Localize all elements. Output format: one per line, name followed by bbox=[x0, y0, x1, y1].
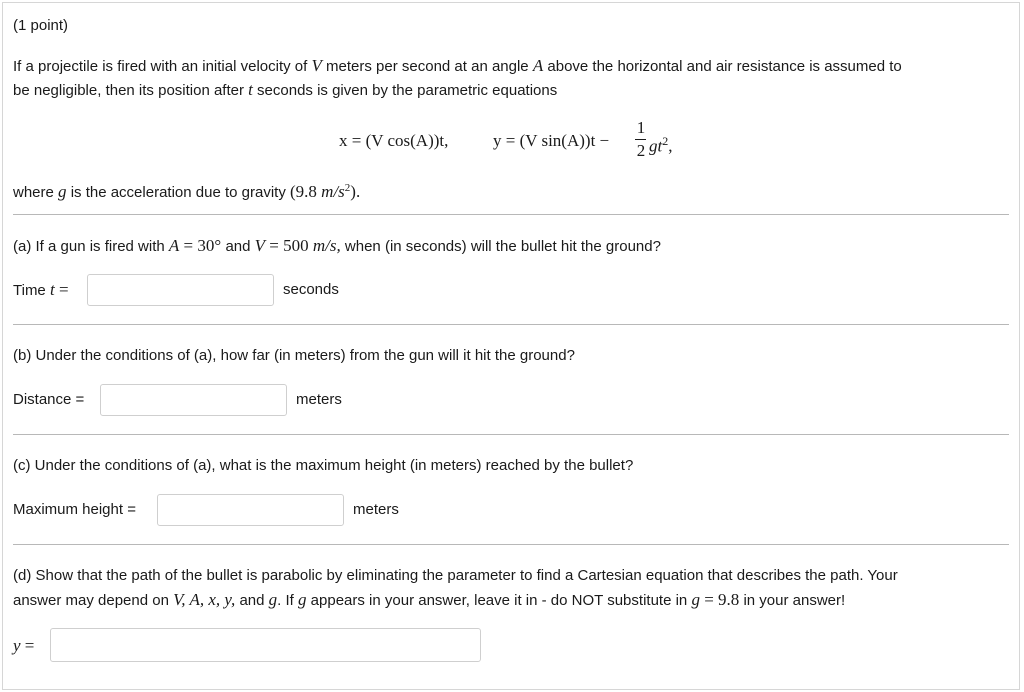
time-unit: seconds bbox=[283, 281, 339, 298]
intro-line-2: be negligible, then its position after t seconds is given by the parametric equations bbox=[13, 80, 558, 99]
part-a-question: (a) If a gun is fired with A = 30° and V = 500 m/s, when (in seconds) will the bullet hit the ground? bbox=[13, 236, 661, 255]
max-height-label: Maximum height = bbox=[13, 501, 136, 518]
equation-tail: $gt^2$, bbox=[649, 134, 673, 156]
equation-y: y = (V sin(A))t − bbox=[493, 131, 610, 150]
part-b-question: (b) Under the conditions of (a), how far (in meters) from the gun will it hit the ground? bbox=[13, 347, 575, 364]
intro-line-1: If a projectile is fired with an initial velocity of V meters per second at an angle A above the horizontal and air resistance is assumed to bbox=[13, 56, 902, 75]
distance-label: Distance = bbox=[13, 391, 85, 408]
distance-input[interactable] bbox=[100, 384, 287, 416]
cartesian-label: y = bbox=[13, 636, 35, 655]
fraction-denominator: 2 bbox=[636, 141, 646, 160]
cartesian-input[interactable] bbox=[50, 628, 481, 662]
max-height-input[interactable] bbox=[157, 494, 344, 526]
divider-a bbox=[13, 214, 1009, 215]
points-label: (1 point) bbox=[13, 17, 69, 34]
problem-panel bbox=[2, 2, 1020, 690]
distance-unit: meters bbox=[296, 391, 342, 408]
fraction-numerator: 1 bbox=[636, 118, 646, 137]
part-c-question: (c) Under the conditions of (a), what is the maximum height (in meters) reached by the bullet? bbox=[13, 457, 634, 474]
divider-d bbox=[13, 544, 1009, 545]
divider-c bbox=[13, 434, 1009, 435]
part-d-line-2: answer may depend on V, A, x, y, and g. If g appears in your answer, leave it in - do NOT substitute in g = 9.8 in your answer! bbox=[13, 590, 846, 609]
part-d-line-1: (d) Show that the path of the bullet is parabolic by eliminating the parameter to find a Cartesian equation that describes the path. Your bbox=[13, 567, 898, 584]
fraction-bar bbox=[635, 139, 646, 140]
equation-x: x = (V cos(A))t, bbox=[339, 131, 449, 150]
time-input[interactable] bbox=[87, 274, 274, 306]
divider-b bbox=[13, 324, 1009, 325]
max-height-unit: meters bbox=[353, 501, 399, 518]
time-label: Time t = bbox=[13, 280, 69, 299]
gravity-line: where g is the acceleration due to gravity (9.8 $m/s^2$). bbox=[13, 182, 361, 201]
